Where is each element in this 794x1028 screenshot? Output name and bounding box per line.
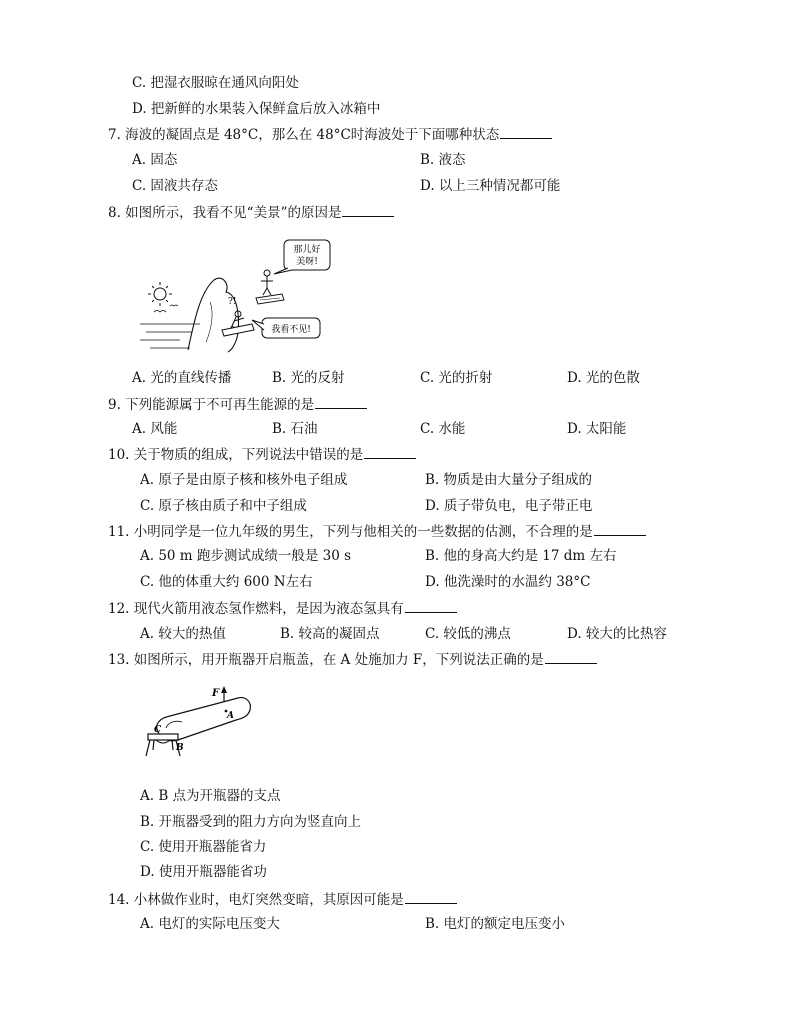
question-14-text: 14. 小林做作业时，电灯突然变暗，其原因可能是 xyxy=(108,892,404,908)
q12-option-c: C. 较低的沸点 xyxy=(425,626,511,642)
question-12-stem xyxy=(108,600,457,618)
mountain xyxy=(188,278,239,352)
q8-option-c: C. 光的折射 xyxy=(420,370,493,386)
person-top xyxy=(256,270,284,304)
bottle-cap xyxy=(148,734,178,740)
q7-option-b: B. 液态 xyxy=(420,152,466,168)
q10-option-a: A. 原子是由原子核和核外电子组成 xyxy=(140,472,348,488)
question-13-text: 13. 如图所示，用开瓶器开启瓶盖，在 A 处施加力 F，下列说法正确的是 xyxy=(108,652,544,668)
label-a: A xyxy=(227,711,234,721)
q7-option-a: A. 固态 xyxy=(132,152,178,168)
q11-option-c: C. 他的体重大约 600 N左右 xyxy=(140,574,313,590)
question-9-stem xyxy=(108,396,367,414)
q13-option-c: C. 使用开瓶器能省力 xyxy=(140,839,267,855)
question-9-text: 9. 下列能源属于不可再生能源的是 xyxy=(108,397,315,413)
answer-blank[interactable] xyxy=(405,891,457,904)
q8-option-d: D. 光的色散 xyxy=(567,370,640,386)
q10-option-b: B. 物质是由大量分子组成的 xyxy=(425,472,593,488)
answer-blank[interactable] xyxy=(545,651,597,664)
question-7-stem xyxy=(108,126,552,144)
answer-blank[interactable] xyxy=(500,126,552,139)
label-b: B xyxy=(176,743,184,753)
question-11-text: 11. 小明同学是一位九年级的男生，下列与他相关的一些数据的估测，不合理的是 xyxy=(108,524,593,540)
q9-option-c: C. 水能 xyxy=(420,421,466,437)
question-8-stem xyxy=(108,204,394,222)
q11-option-b: B. 他的身高大约是 17 dm 左右 xyxy=(425,548,617,564)
question-12-text: 12. 现代火箭用液态氢作燃料，是因为液态氢具有 xyxy=(108,601,404,617)
q8-option-a: A. 光的直线传播 xyxy=(132,370,232,386)
prev-option-d: D. 把新鲜的水果装入保鲜盒后放入冰箱中 xyxy=(132,101,381,117)
question-11-stem xyxy=(108,523,646,541)
q13-figure-bottle-opener xyxy=(136,684,260,768)
puzzle-marks: ?! xyxy=(228,297,237,307)
q8-figure-mountain-view xyxy=(140,232,340,362)
label-f: F xyxy=(212,688,220,699)
q12-option-a: A. 较大的热值 xyxy=(140,626,226,642)
q13-option-d: D. 使用开瓶器能省功 xyxy=(140,864,267,880)
q9-option-d: D. 太阳能 xyxy=(567,421,627,437)
q12-option-d: D. 较大的比热容 xyxy=(567,626,667,642)
q10-option-d: D. 质子带负电，电子带正电 xyxy=(425,498,593,514)
bubble-top-line-2: 美呀! xyxy=(296,257,318,267)
q11-option-a: A. 50 m 跑步测试成绩一般是 30 s xyxy=(140,548,352,564)
q9-option-b: B. 石油 xyxy=(272,421,318,437)
bird-icon xyxy=(154,311,166,313)
answer-blank[interactable] xyxy=(315,396,367,409)
question-8-text: 8. 如图所示，我看不见“美景”的原因是 xyxy=(108,205,342,221)
q13-option-b: B. 开瓶器受到的阻力方向为竖直向上 xyxy=(140,814,362,830)
answer-blank[interactable] xyxy=(342,204,394,217)
question-13-stem xyxy=(108,651,597,669)
question-10-text: 10. 关于物质的组成，下列说法中错误的是 xyxy=(108,447,364,463)
prev-option-c: C. 把湿衣服晾在通风向阳处 xyxy=(132,75,299,91)
q8-option-b: B. 光的反射 xyxy=(272,370,345,386)
bubble-top-line-1: 那儿好 xyxy=(293,245,321,255)
q12-option-b: B. 较高的凝固点 xyxy=(280,626,380,642)
bird-icon xyxy=(170,305,178,306)
answer-blank[interactable] xyxy=(405,600,457,613)
q10-option-c: C. 原子核由质子和中子组成 xyxy=(140,498,307,514)
question-10-stem xyxy=(108,446,416,464)
q9-option-a: A. 风能 xyxy=(132,421,178,437)
q7-option-c: C. 固液共存态 xyxy=(132,178,218,194)
bubble-bottom-text: 我看不见! xyxy=(271,325,311,335)
q14-option-a: A. 电灯的实际电压变大 xyxy=(140,916,280,932)
question-7-text: 7. 海波的凝固点是 48°C，那么在 48°C时海波处于下面哪种状态 xyxy=(108,127,500,143)
q14-option-b: B. 电灯的额定电压变小 xyxy=(425,916,566,932)
answer-blank[interactable] xyxy=(594,523,646,536)
sun-icon xyxy=(148,282,172,306)
question-14-stem xyxy=(108,891,457,909)
q7-option-d: D. 以上三种情况都可能 xyxy=(420,178,561,194)
label-c: C xyxy=(154,725,162,735)
answer-blank[interactable] xyxy=(364,446,416,459)
q11-option-d: D. 他洗澡时的水温约 38°C xyxy=(425,574,591,590)
q13-option-a: A. B 点为开瓶器的支点 xyxy=(140,788,281,804)
